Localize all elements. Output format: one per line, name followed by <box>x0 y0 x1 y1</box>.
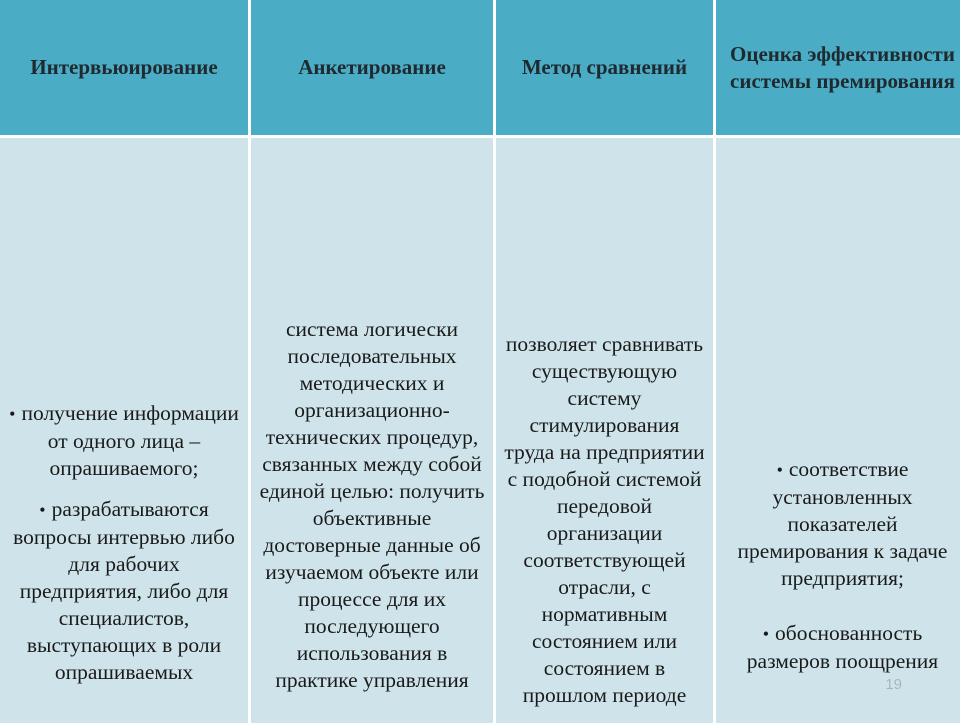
bullet-list <box>6 400 242 700</box>
cell-comparison-method <box>496 138 713 723</box>
cell-questionnaire <box>251 138 493 723</box>
list-item: • разрабатываются вопросы интервью либо для рабочих предприятия, либо для специалистов, выступающих в роли опрашиваемых <box>13 497 235 684</box>
cell-interviewing <box>0 138 248 723</box>
bullet-list <box>722 456 960 703</box>
list-item: • обоснованность размеров поощрения <box>746 621 939 673</box>
header-comparison-method: Метод сравнений <box>496 0 713 135</box>
header-interviewing: Интервьюирование <box>0 0 248 135</box>
header-questionnaire: Анкетирование <box>251 0 493 135</box>
page-number: 19 <box>885 676 902 693</box>
list-item: • получение информации от одного лица – опрашиваемого; <box>9 401 239 480</box>
cell-bonus-evaluation <box>716 138 960 723</box>
questionnaire-text: система логически последовательных методических и организационно-технических процедур, связанных между собой единой целью: получить объективные достоверные данные об изучаемом объекте или процессе для их последующего использования в практике управления <box>259 317 485 692</box>
bullet-icon: • <box>39 500 46 520</box>
bullet-icon: • <box>9 404 16 424</box>
bullet-icon: • <box>762 624 770 644</box>
list-item: • соответствие установленных показателей премирования к задаче предприятия; <box>737 457 948 590</box>
comparison-text: позволяет сравнивать существующую систему стимулирования труда на предприятии с подобной системой передовой организации соответствующей отрасли, с нормативным состоянием или состоянием в прошлом периоде <box>504 332 705 707</box>
header-bonus-evaluation: Оценка эффективности системы премирования <box>716 0 960 135</box>
bullet-icon: • <box>776 460 783 480</box>
